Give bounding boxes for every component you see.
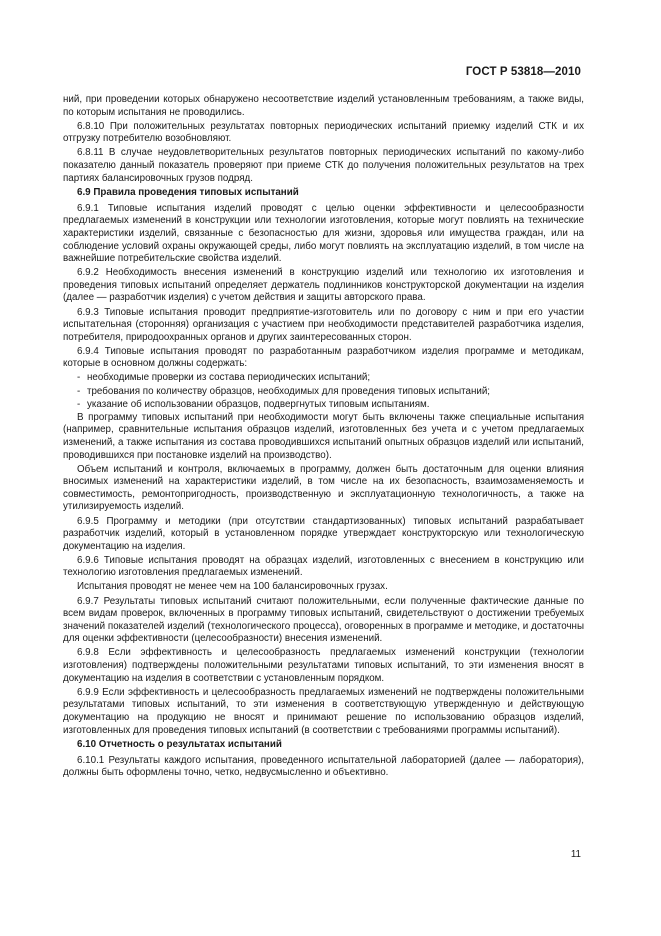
list-item-text: необходимые проверки из состава периодических испытаний; [87,372,371,384]
paragraph-6-8-10: 6.8.10 При положительных результатах повторных периодических испытаний приемку изделий СТК и их отгрузку потребителю возобновляют. [63,120,584,145]
paragraph-6-9-7: 6.9.7 Результаты типовых испытаний считают положительными, если полученные фактические данные по всем видам проверок, включенных в программу типовых испытаний, свидетельствуют о достижении требуемых значений показателей изделий (технологического процесса), оговоренных в программе и методике, и достаточны для оценки эффективности (целесообразности) внесения изменений. [63,595,584,645]
paragraph-6-9-2: 6.9.2 Необходимость внесения изменений в конструкцию изделий или технологию их изготовления и проведения типовых испытаний определяет держатель подлинников конструкторской документации на изделия (далее — разработчик изделия) с учетом действия и защиты авторского права. [63,267,584,304]
paragraph-6-10-1: 6.10.1 Результаты каждого испытания, проведенного испытательной лабораторией (далее — лаборатория), должны быть оформлены точно, четко, недвусмысленно и объективно. [63,754,584,779]
dash-bullet: - [77,385,81,397]
paragraph-6-9-9: 6.9.9 Если эффективность и целесообразность предлагаемых изменений не подтверждены положительными результатами типовых испытаний, то эти изменения в соответствующую утвержденную и действующую документацию на продукцию не вносят и принимают решение по использованию образцов изделий, изготовленных для проведения типовых испытаний (в соответствии с требованиями программы испытаний). [63,686,584,736]
paragraph-program: В программу типовых испытаний при необходимости могут быть включены также специальные испытания (например, сравнительные испытания образцов изделий, изготовленных без учета и с учетом предлагаемых изменений, а также испытания из состава проводившихся испытаний опытных образцов изделий или испытаний, проводившихся при постановке изделий на производство). [63,411,584,461]
paragraph-6-9-8: 6.9.8 Если эффективность и целесообразность предлагаемых изменений конструкции (технологии изготовления) подтверждены положительными результатами типовых испытаний, то эти изменения вносят в документацию на изделия в соответствии с установленным порядком. [63,647,584,684]
list-item [77,399,584,412]
list-6-9-4 [63,372,584,411]
section-heading-6-9: 6.9 Правила проведения типовых испытаний [77,187,299,199]
paragraph-6-9-5: 6.9.5 Программу и методики (при отсутствии стандартизованных) типовых испытаний разрабатывает разработчик изделий, который в установленном порядке утверждает конструкторскую или технологическую документацию на изделия. [63,515,584,552]
list-item [77,372,584,385]
paragraph-6-9-6: 6.9.6 Типовые испытания проводят на образцах изделий, изготовленных с внесением в конструкцию или технологию изготовления предлагаемых изменений. [63,554,584,579]
dash-bullet: - [77,398,81,410]
page-number: 11 [570,849,581,860]
list-item-text: указание об использовании образцов, подвергнутых типовым испытаниям. [87,398,430,410]
section-heading-6-10: 6.10 Отчетность о результатах испытаний [77,739,282,751]
paragraph-6-9-1: 6.9.1 Типовые испытания изделий проводят с целью оценки эффективности и целесообразности предлагаемых изменений в конструкции или технологии изготовления, которые могут повлиять на технические характеристики изделий, связанные с безопасностью для жизни, здоровья или имущества граждан, или на соблюдение условий охраны окружающей среды, либо могут повлиять на эксплуатацию изделий, в том числе на важнейшие потребительские свойства изделий. [63,202,584,265]
list-item-text: требования по количеству образцов, необходимых для проведения типовых испытаний; [87,385,491,397]
paragraph-6-8-11: 6.8.11 В случае неудовлетворительных результатов повторных периодических испытаний по какому-либо показателю данный показатель проверяют при приеме СТК до получения положительных результатов на трех партиях балансировочных грузов подряд. [63,147,584,184]
document-body [63,94,584,781]
document-code: ГОСТ Р 53818—2010 [465,66,581,78]
paragraph-continued: ний, при проведении которых обнаружено несоответствие изделий установленным требованиям, а также виды, по которым испытания не проводились. [63,94,584,118]
paragraph-6-9-3: 6.9.3 Типовые испытания проводит предприятие-изготовитель или по договору с ним и при его участии испытательная (сторонняя) организация с участием при необходимости представителей разработчика изделия, потребителя, природоохранных органов и других заинтересованных сторон. [63,306,584,343]
dash-bullet: - [77,372,81,384]
paragraph-6-9-4: 6.9.4 Типовые испытания проводят по разработанным разработчиком изделия программе и методикам, которые в основном должны содержать: [63,345,584,370]
paragraph-volume: Объем испытаний и контроля, включаемых в программу, должен быть достаточным для оценки влияния вносимых изменений на характеристики изделий, в том числе на их безопасность, взаимозаменяемость и совместимость, ремонтопригодность, производственную и эксплуатационную технологичность, а также на утилизируемость изделий. [63,463,584,513]
list-item [77,386,584,399]
paragraph-100-weights: Испытания проводят не менее чем на 100 балансировочных грузах. [77,581,388,593]
